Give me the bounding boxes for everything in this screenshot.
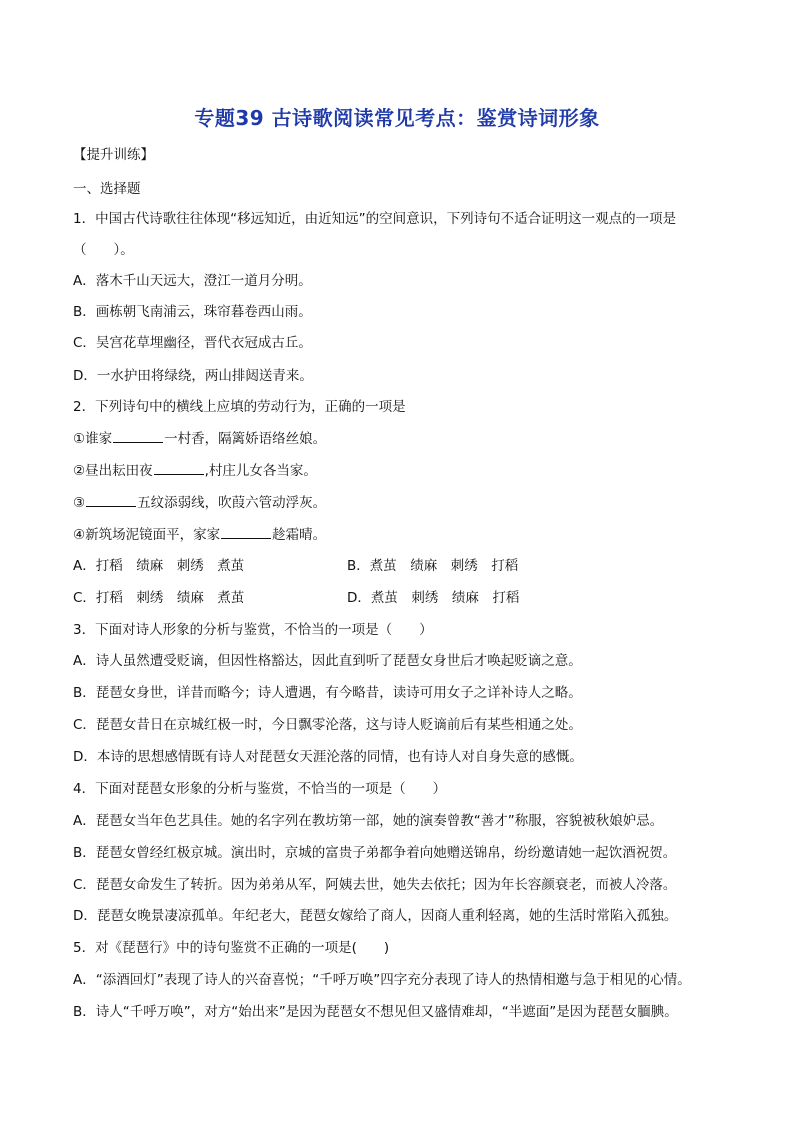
q1-option-c: C．吴宫花草埋幽径，晋代衣冠成古丘。 bbox=[73, 335, 312, 351]
q4-option-c: C．琵琶女命发生了转折。因为弟弟从军，阿姨去世，她失去依托；因为年长容颜衰老，而被人冷落。 bbox=[73, 877, 677, 893]
q2-stem: 2．下列诗句中的横线上应填的劳动行为，正确的一项是 bbox=[73, 399, 406, 415]
q2-item-4-blank bbox=[221, 526, 271, 539]
q4-stem: 4．下面对琵琶女形象的分析与鉴赏，不恰当的一项是（ ） bbox=[73, 781, 447, 797]
q4-option-a: A．琵琶女当年色艺具佳。她的名字列在教坊第一部，她的演奏曾教“善才”称服，容貌被秋娘妒忌。 bbox=[73, 813, 664, 829]
q2-item-1-pre: ①谁家 bbox=[73, 431, 113, 447]
section-heading: 一、选择题 bbox=[73, 181, 141, 197]
q2-options-row-2 bbox=[73, 589, 520, 607]
q2-item-2-pre: ②昼出耘田夜 bbox=[73, 463, 153, 479]
q2-item-3-post: 五纹添弱线，吹葭六管动浮灰。 bbox=[137, 495, 327, 511]
q1-option-b: B．画栋朝飞南浦云，珠帘暮卷西山雨。 bbox=[73, 304, 312, 320]
q3-option-b: B．琵琶女身世，详昔而略今；诗人遭遇，有今略昔，读诗可用女子之详补诗人之略。 bbox=[73, 685, 582, 701]
q5-option-b: B．诗人“千呼万唤”，对方“始出来”是因为琵琶女不想见但又盛情难却，“半遮面”是因为琵琶女腼腆。 bbox=[73, 1004, 678, 1020]
section-tag: 【提升训练】 bbox=[73, 147, 154, 163]
q2-item-1 bbox=[73, 430, 326, 448]
q2-item-3-blank bbox=[86, 494, 136, 507]
q2-item-4-pre: ④新筑场泥镜面平，家家 bbox=[73, 527, 221, 543]
q2-option-c: C．打稻 刺绣 绩麻 煮茧 bbox=[73, 590, 245, 606]
q1-option-a: A．落木千山天远大，澄江一道月分明。 bbox=[73, 273, 312, 289]
q3-option-d: D．本诗的思想感情既有诗人对琵琶女天涯沦落的同情，也有诗人对自身失意的感慨。 bbox=[73, 749, 583, 765]
q1-stem: 1．中国古代诗歌往往体现“移远知近，由近知远”的空间意识，下列诗句不适合证明这一观点的一项是 bbox=[73, 211, 677, 227]
q1-option-d: D．一水护田将绿绕，两山排闼送青来。 bbox=[73, 368, 313, 384]
q3-stem: 3．下面对诗人形象的分析与鉴赏，不恰当的一项是（ ） bbox=[73, 622, 433, 638]
q2-item-4 bbox=[73, 526, 326, 544]
q5-option-a: A．“添酒回灯”表现了诗人的兴奋喜悦；“千呼万唤”四字充分表现了诗人的热情相邀与急于相见的心情。 bbox=[73, 972, 691, 988]
page-title: 专题39 古诗歌阅读常见考点：鉴赏诗词形象 bbox=[194, 106, 600, 130]
q2-item-4-post: 趁霜晴。 bbox=[272, 527, 327, 543]
q4-option-d: D．琵琶女晚景凄凉孤单。年纪老大，琵琶女嫁给了商人，因商人重利轻离，她的生活时常陷入孤独。 bbox=[73, 908, 678, 924]
q4-option-b: B．琵琶女曾经红极京城。演出时，京城的富贵子弟都争着向她赠送锦帛，纷纷邀请她一起饮酒祝贺。 bbox=[73, 845, 677, 861]
q3-option-a: A．诗人虽然遭受贬谪，但因性格豁达，因此直到听了琵琶女身世后才唤起贬谪之意。 bbox=[73, 653, 582, 669]
q2-item-1-blank bbox=[113, 430, 163, 443]
q2-item-3-pre: ③ bbox=[73, 495, 86, 511]
q2-option-d: D．煮茧 刺绣 绩麻 打稻 bbox=[347, 590, 520, 606]
q2-option-a: A．打稻 绩麻 刺绣 煮茧 bbox=[73, 558, 245, 574]
q2-item-3 bbox=[73, 494, 326, 512]
q2-item-2-post: ,村庄儿女各当家。 bbox=[204, 463, 317, 479]
q3-option-c: C．琵琶女昔日在京城红极一时，今日飘零沦落，这与诗人贬谪前后有某些相通之处。 bbox=[73, 717, 582, 733]
q5-stem: 5．对《琵琶行》中的诗句鉴赏不正确的一项是( ) bbox=[73, 940, 390, 956]
q2-item-2-blank bbox=[154, 462, 204, 475]
q2-option-b: B．煮茧 绩麻 刺绣 打稻 bbox=[347, 558, 519, 574]
q2-item-2 bbox=[73, 462, 317, 480]
q1-stem-cont: （ ）。 bbox=[73, 242, 134, 258]
q2-item-1-post: 一村香，隔篱娇语络丝娘。 bbox=[164, 431, 327, 447]
q2-options-row-1 bbox=[73, 557, 519, 575]
